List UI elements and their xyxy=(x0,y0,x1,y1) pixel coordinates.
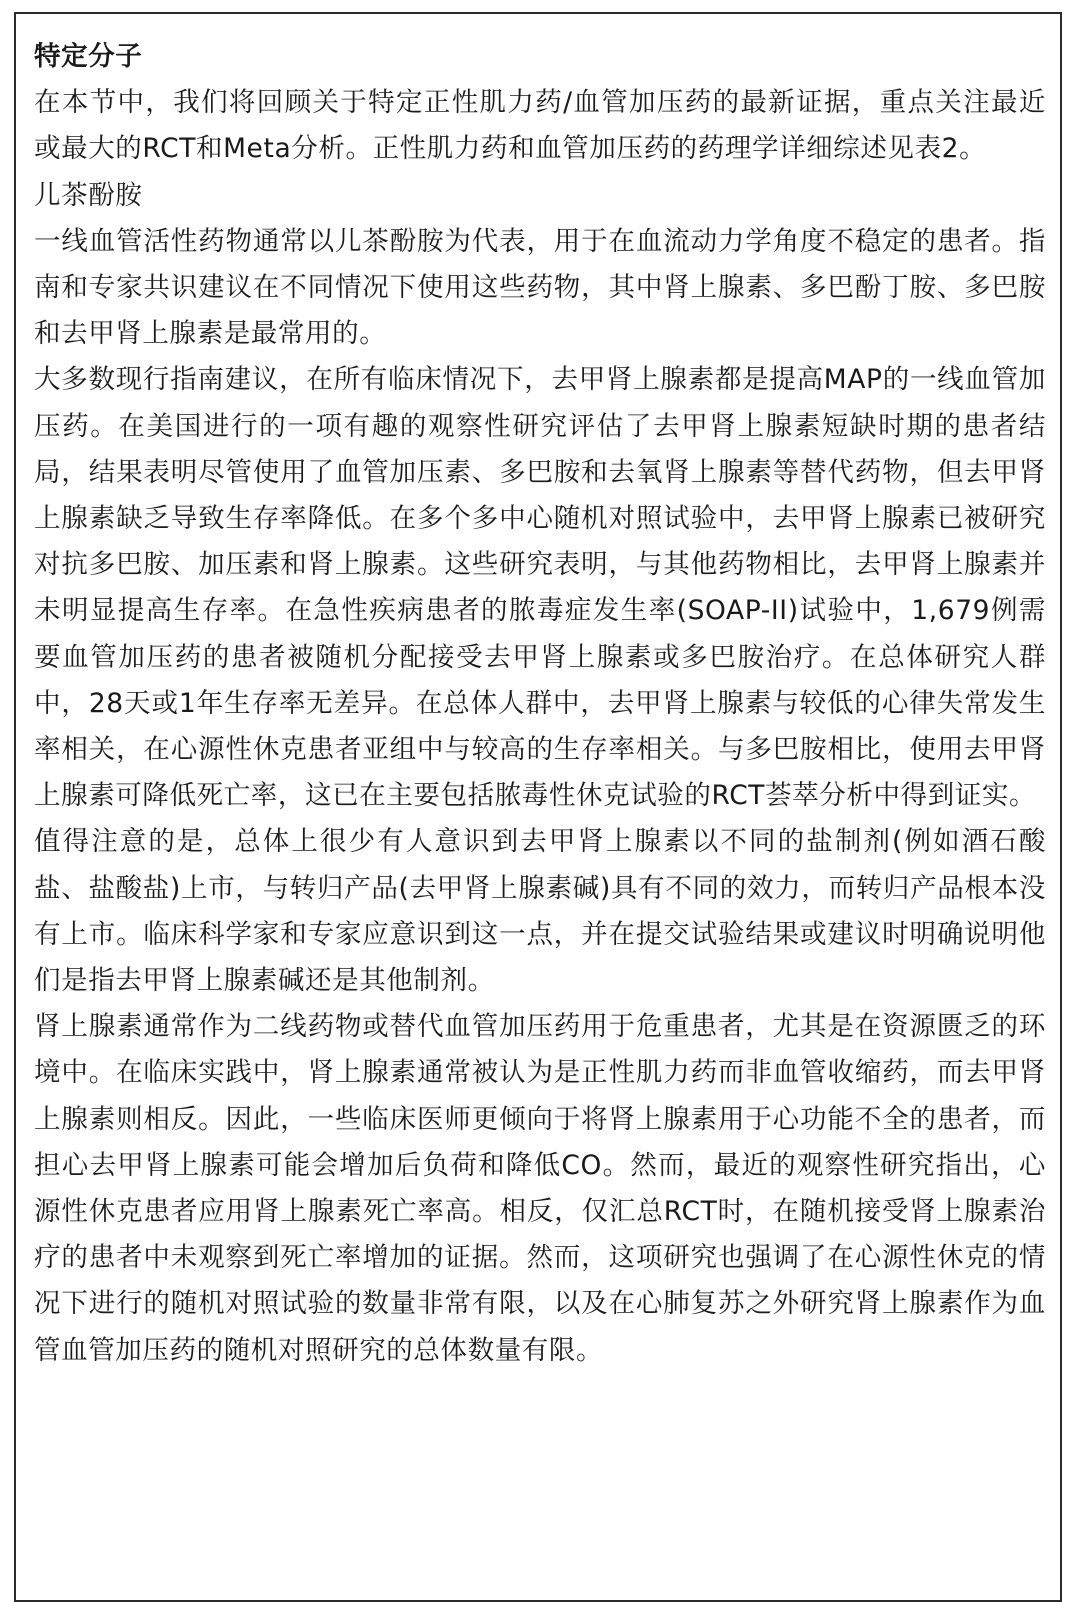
document-body xyxy=(34,34,1046,1374)
subsection-title: 儿茶酚胺 xyxy=(34,179,143,211)
section-intro-paragraph: 在本节中，我们将回顾关于特定正性肌力药/血管加压药的最新证据，重点关注最近或最大的RCT和Meta分析。正性肌力药和血管加压药的药理学详细综述见表2。 xyxy=(34,87,1046,165)
paragraph-epinephrine-evidence: 肾上腺素通常作为二线药物或替代血管加压药用于危重患者，尤其是在资源匮乏的环境中。在临床实践中，肾上腺素通常被认为是正性肌力药而非血管收缩药，而去甲肾上腺素则相反。因此，一些临床医师更倾向于将肾上腺素用于心功能不全的患者，而担心去甲肾上腺素可能会增加后负荷和降低CO。然而，最近的观察性研究指出，心源性休克患者应用肾上腺素死亡率高。相反，仅汇总RCT时，在随机接受肾上腺素治疗的患者中未观察到死亡率增加的证据。然而，这项研究也强调了在心源性休克的情况下进行的随机对照试验的数量非常有限，以及在心肺复苏之外研究肾上腺素作为血管血管加压药的随机对照研究的总体数量有限。 xyxy=(34,1011,1046,1366)
paragraph-norepinephrine-evidence: 大多数现行指南建议，在所有临床情况下，去甲肾上腺素都是提高MAP的一线血管加压药。在美国进行的一项有趣的观察性研究评估了去甲肾上腺素短缺时期的患者结局，结果表明尽管使用了血管加压素、多巴胺和去氧肾上腺素等替代药物，但去甲肾上腺素缺乏导致生存率降低。在多个多中心随机对照试验中，去甲肾上腺素已被研究对抗多巴胺、加压素和肾上腺素。这些研究表明，与其他药物相比，去甲肾上腺素并未明显提高生存率。在急性疾病患者的脓毒症发生率(SOAP-II)试验中，1,679例需要血管加压药的患者被随机分配接受去甲肾上腺素或多巴胺治疗。在总体研究人群中，28天或1年生存率无差异。在总体人群中，去甲肾上腺素与较低的心律失常发生率相关，在心源性休克患者亚组中与较高的生存率相关。与多巴胺相比，使用去甲肾上腺素可降低死亡率，这已在主要包括脓毒性休克试验的RCT荟萃分析中得到证实。 xyxy=(34,364,1046,812)
document-frame xyxy=(14,12,1062,1602)
paragraph-catecholamine-overview: 一线血管活性药物通常以儿茶酚胺为代表，用于在血流动力学角度不稳定的患者。指南和专家共识建议在不同情况下使用这些药物，其中肾上腺素、多巴酚丁胺、多巴胺和去甲肾上腺素是最常用的。 xyxy=(34,225,1046,350)
section-title: 特定分子 xyxy=(34,41,143,72)
paragraph-salt-formulation-note: 值得注意的是，总体上很少有人意识到去甲肾上腺素以不同的盐制剂(例如酒石酸盐、盐酸盐)上市，与转归产品(去甲肾上腺素碱)具有不同的效力，而转归产品根本没有上市。临床科学家和专家应意识到这一点，并在提交试验结果或建议时明确说明他们是指去甲肾上腺素碱还是其他制剂。 xyxy=(34,826,1046,997)
